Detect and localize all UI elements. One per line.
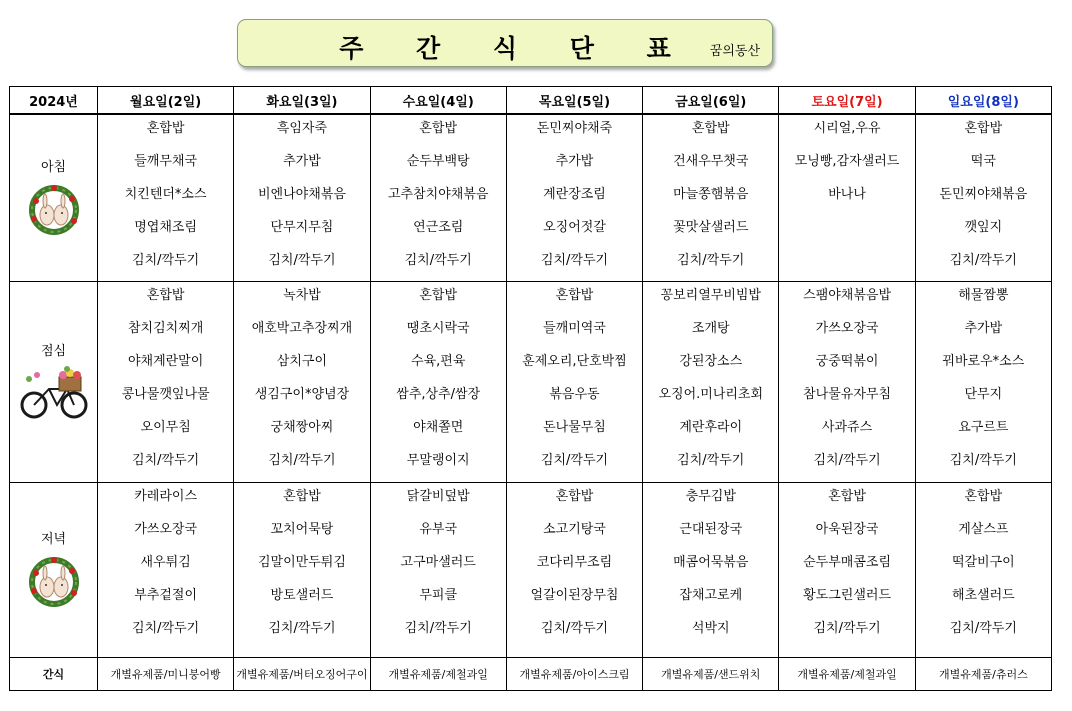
menu-item: 궁중떡볶이 [815, 354, 879, 369]
menu-cell-sun [915, 483, 1051, 658]
menu-item: 김치/깍두기 [540, 253, 609, 268]
menu-item: 김치/깍두기 [949, 621, 1017, 636]
menu-cell-sun [915, 114, 1051, 282]
menu-item: 새우튀김 [140, 555, 191, 570]
menu-item: 김치/깍두기 [268, 621, 336, 636]
menu-item: 깻잎지 [964, 220, 1003, 235]
meal-label-cell [10, 483, 98, 658]
menu-item: 녹차밥 [283, 288, 321, 303]
menu-item: 조개탕 [691, 321, 730, 336]
menu-item: 잡채고로케 [679, 588, 743, 603]
menu-item: 들깨무채국 [134, 154, 198, 169]
menu-item: 단무지무침 [270, 220, 334, 235]
menu-item: 스팸야채볶음밥 [803, 288, 891, 303]
menu-item: 혼합밥 [146, 121, 185, 136]
meal-label: 아침 [40, 159, 67, 175]
menu-item: 혼합밥 [419, 121, 458, 136]
snack-label: 간식 [10, 658, 98, 691]
menu-cell-wed [370, 114, 506, 282]
menu-item: 마늘쫑햄볶음 [673, 187, 749, 202]
menu-item: 충무김밥 [685, 489, 736, 504]
menu-item: 김치/깍두기 [677, 453, 745, 468]
day-header-fri: 금요일(6일) [643, 87, 779, 115]
menu-item: 가쓰오장국 [815, 321, 879, 336]
menu-item: 들깨미역국 [543, 321, 606, 336]
menu-item: 궁채짱아찌 [270, 420, 334, 435]
menu-item: 비엔나야채볶음 [257, 187, 346, 202]
menu-item: 해초샐러드 [951, 588, 1015, 603]
menu-item: 김치/깍두기 [540, 453, 609, 468]
menu-item: 흑임자죽 [276, 121, 328, 136]
menu-item: 고추참치야채볶음 [387, 187, 489, 202]
menu-item: 김치/깍두기 [404, 621, 472, 636]
menu-item: 추가밥 [964, 321, 1003, 336]
bunnies-wreath-icon [10, 181, 97, 241]
menu-item: 얼갈이된장무침 [530, 588, 619, 603]
organization-name: 꿈의동산 [709, 44, 760, 59]
menu-item: 돈민찌야채죽 [536, 121, 613, 136]
menu-item: 혼합밥 [283, 489, 321, 504]
bunnies-wreath-icon [10, 553, 97, 613]
menu-item: 석박지 [691, 621, 730, 636]
menu-item: 유부국 [419, 522, 458, 537]
menu-item: 돈나물무침 [543, 420, 606, 435]
meal-row-dinner [10, 483, 1052, 658]
menu-item: 모닝빵,감자샐러드 [794, 154, 900, 169]
menu-item: 혼합밥 [555, 489, 594, 504]
menu-item: 아욱된장국 [815, 522, 879, 537]
snack-cell-tue: 개별유제품/버터오징어구이 [234, 658, 370, 691]
menu-item: 가쓰오장국 [134, 522, 198, 537]
menu-item: 코다리무조림 [536, 555, 613, 570]
menu-item: 추가밥 [555, 154, 594, 169]
year-header: 2024년 [10, 87, 98, 115]
menu-item: 콩나물깻잎나물 [121, 387, 210, 402]
menu-item: 꽁보리열무비빔밥 [660, 288, 761, 303]
menu-item: 게살스프 [958, 522, 1009, 537]
menu-item: 추가밥 [283, 154, 321, 169]
day-header-tue: 화요일(3일) [234, 87, 370, 115]
menu-item: 혼합밥 [691, 121, 730, 136]
menu-cell-tue [234, 114, 370, 282]
menu-item: 김치/깍두기 [268, 253, 336, 268]
snack-row [10, 658, 1052, 691]
menu-item: 참나물유자무침 [803, 387, 891, 402]
menu-item: 오징어젓갈 [543, 220, 606, 235]
menu-item: 사과쥬스 [821, 420, 873, 435]
menu-item: 김치/깍두기 [132, 621, 200, 636]
menu-item: 김치/깍두기 [949, 253, 1017, 268]
menu-item: 꼬치어묵탕 [270, 522, 334, 537]
menu-item: 황도그린샐러드 [803, 588, 891, 603]
snack-cell-sun: 개별유제품/츄러스 [915, 658, 1051, 691]
menu-cell-thu [506, 114, 642, 282]
menu-item: 부추겉절이 [134, 588, 198, 603]
title-banner [237, 19, 773, 67]
menu-cell-thu [506, 282, 642, 483]
meal-row-breakfast [10, 114, 1052, 282]
menu-item: 꽃맛살샐러드 [673, 220, 749, 235]
menu-item: 혼합밥 [419, 288, 458, 303]
menu-item: 땡초시락국 [406, 321, 470, 336]
menu-item: 혼합밥 [828, 489, 866, 504]
weekly-menu-table [9, 86, 1052, 691]
menu-item: 시리얼,우유 [813, 121, 881, 136]
menu-cell-fri [643, 483, 779, 658]
menu-cell-mon [98, 282, 234, 483]
menu-item: 명엽채조림 [134, 220, 198, 235]
snack-cell-wed: 개별유제품/제철과일 [370, 658, 506, 691]
menu-item: 매콤어묵볶음 [673, 555, 749, 570]
menu-item: 순두부백탕 [406, 154, 470, 169]
menu-cell-sat [779, 114, 915, 282]
menu-item: 요구르트 [958, 420, 1009, 435]
day-header-row [10, 87, 1052, 115]
menu-item: 오징어.미나리초회 [658, 387, 764, 402]
menu-item: 혼합밥 [555, 288, 594, 303]
day-header-sat: 토요일(7일) [779, 87, 915, 115]
menu-item: 근대된장국 [679, 522, 743, 537]
menu-item: 야채계란말이 [127, 354, 204, 369]
menu-item: 닭갈비덮밥 [406, 489, 470, 504]
menu-item: 돈민찌야채볶음 [939, 187, 1028, 202]
menu-cell-tue [234, 483, 370, 658]
page-title: 주 간 식 단 표 [339, 34, 693, 63]
menu-item: 혼합밥 [146, 288, 185, 303]
meal-row-lunch [10, 282, 1052, 483]
menu-cell-mon [98, 483, 234, 658]
menu-item: 카레라이스 [134, 489, 198, 504]
menu-item: 건새우무챗국 [673, 154, 749, 169]
menu-cell-sun [915, 282, 1051, 483]
flower-bicycle-icon [10, 365, 97, 425]
menu-item: 김치/깍두기 [813, 621, 881, 636]
menu-item: 떡갈비구이 [951, 555, 1015, 570]
snack-cell-thu: 개별유제품/아이스크림 [506, 658, 642, 691]
menu-cell-sat [779, 282, 915, 483]
menu-item: 계란후라이 [679, 420, 743, 435]
menu-item: 연근조림 [413, 220, 464, 235]
menu-item: 해물짬뽕 [958, 288, 1009, 303]
menu-item: 애호박고추장찌개 [251, 321, 353, 336]
menu-item: 김치/깍두기 [813, 453, 881, 468]
menu-item: 김치/깍두기 [132, 253, 200, 268]
meal-label: 점심 [40, 343, 67, 359]
menu-item: 혼합밥 [964, 489, 1003, 504]
menu-item: 수육,편육 [411, 354, 466, 369]
menu-item: 김치/깍두기 [404, 253, 472, 268]
menu-item: 단무지 [964, 387, 1003, 402]
meal-label-cell [10, 282, 98, 483]
menu-item: 치킨텐더*소스 [124, 187, 207, 202]
snack-cell-fri: 개별유제품/샌드위치 [643, 658, 779, 691]
menu-item: 쌈추,상추/쌈장 [396, 387, 481, 402]
menu-item: 참치김치찌개 [127, 321, 204, 336]
menu-cell-fri [643, 282, 779, 483]
day-header-thu: 목요일(5일) [506, 87, 642, 115]
menu-item: 오이무침 [140, 420, 191, 435]
menu-item: 무말랭이지 [406, 453, 470, 468]
menu-item: 꿔바로우*소스 [942, 354, 1025, 369]
menu-cell-wed [370, 483, 506, 658]
menu-cell-mon [98, 114, 234, 282]
meal-label: 저녁 [40, 531, 67, 547]
menu-item: 야채쫄면 [413, 420, 464, 435]
menu-cell-tue [234, 282, 370, 483]
menu-item: 김치/깍두기 [132, 453, 200, 468]
day-header-wed: 수요일(4일) [370, 87, 506, 115]
menu-cell-thu [506, 483, 642, 658]
day-header-mon: 월요일(2일) [98, 87, 234, 115]
menu-item: 삼치구이 [276, 354, 328, 369]
menu-item: 방토샐러드 [270, 588, 334, 603]
menu-item: 강된장소스 [679, 354, 743, 369]
menu-item: 김치/깍두기 [540, 621, 609, 636]
menu-item: 훈제오리,단호박찜 [522, 354, 627, 369]
menu-item: 김말이만두튀김 [257, 555, 346, 570]
menu-item: 소고기탕국 [543, 522, 606, 537]
menu-item: 바나나 [828, 187, 866, 202]
menu-item: 고구마샐러드 [400, 555, 476, 570]
snack-cell-mon: 개별유제품/미니붕어빵 [98, 658, 234, 691]
menu-item: 혼합밥 [964, 121, 1003, 136]
menu-item: 김치/깍두기 [949, 453, 1017, 468]
menu-item: 김치/깍두기 [268, 453, 336, 468]
menu-cell-wed [370, 282, 506, 483]
snack-cell-sat: 개별유제품/제철과일 [779, 658, 915, 691]
menu-item: 볶음우동 [549, 387, 600, 402]
menu-cell-sat [779, 483, 915, 658]
menu-item: 계란장조림 [543, 187, 606, 202]
menu-cell-fri [643, 114, 779, 282]
menu-item: 생김구이*양념장 [254, 387, 350, 402]
menu-item: 김치/깍두기 [677, 253, 745, 268]
meal-label-cell [10, 114, 98, 282]
menu-item: 무피클 [419, 588, 458, 603]
menu-item: 순두부매콤조림 [803, 555, 891, 570]
menu-item: 떡국 [970, 154, 996, 169]
day-header-sun: 일요일(8일) [915, 87, 1051, 115]
